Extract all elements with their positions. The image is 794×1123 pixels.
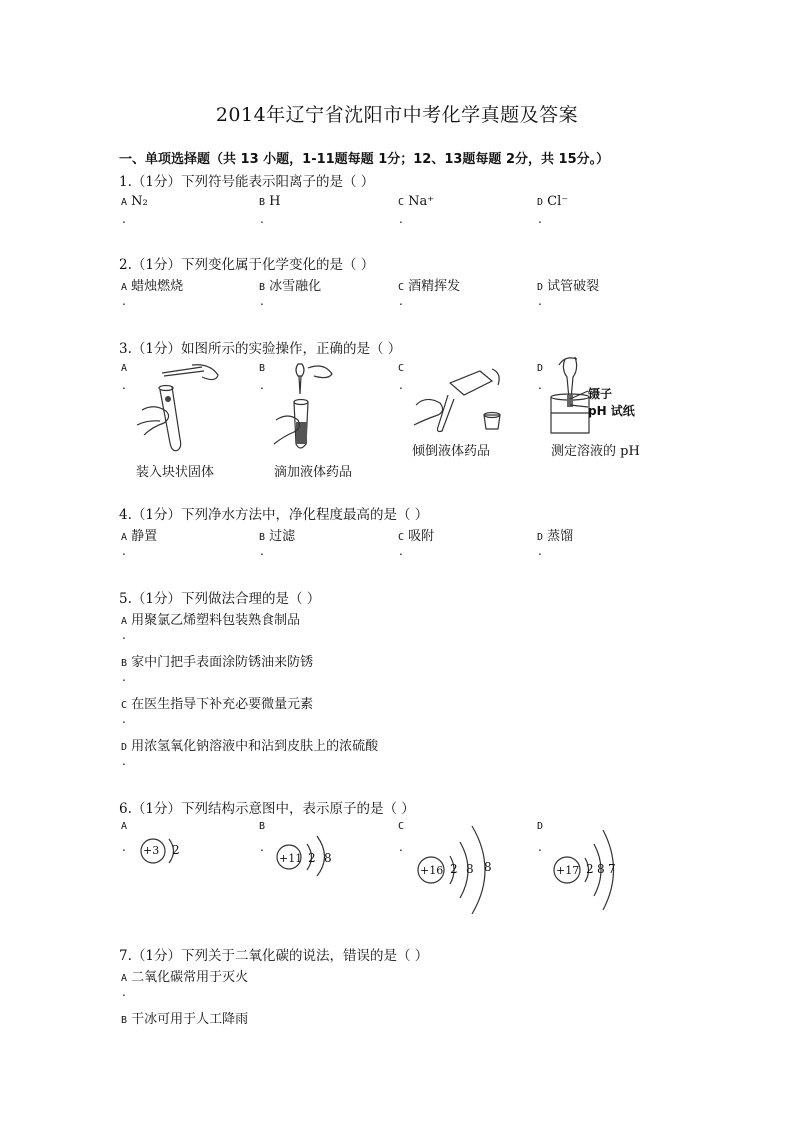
q5-option-b[interactable]: B 家中门把手表面涂防锈油来防锈 (121, 655, 314, 670)
q7-option-b[interactable]: B 干冰可用于人工降雨 (121, 1012, 249, 1027)
q6-atom-d-shell-1: 2 (586, 862, 594, 876)
q3-figure-a-illustration (132, 365, 232, 460)
q4-dot-a: . (122, 544, 126, 558)
q2-dot-b: . (260, 294, 264, 308)
q6-atom-c-nucleus: +16 (420, 864, 444, 877)
q5-option-c[interactable]: C 在医生指导下补充必要微量元素 (121, 697, 314, 712)
q5-dot-a: . (122, 628, 126, 642)
q3-letter-b[interactable]: B (259, 363, 266, 374)
q6-dot-d: . (538, 840, 542, 854)
q4-option-d[interactable]: D 蒸馏 (537, 529, 574, 544)
q4-option-c[interactable]: C 吸附 (398, 529, 435, 544)
q4-option-a[interactable]: A 静置 (121, 529, 158, 544)
q2-option-c[interactable]: C 酒精挥发 (398, 279, 461, 294)
q6-atom-c-shell-2: 8 (466, 862, 474, 876)
q1-dot-a: . (122, 212, 126, 226)
q3-letter-a[interactable]: A (121, 363, 128, 374)
q6-letter-d[interactable]: D (537, 821, 544, 832)
q3-caption-d: 测定溶液的 pH (551, 444, 640, 459)
q3-dot-a: . (122, 378, 126, 392)
q3-caption-c: 倾倒液体药品 (412, 444, 491, 459)
q3-figure-b-illustration (268, 362, 358, 457)
q6-dot-c: . (399, 840, 403, 854)
q2-dot-c: . (399, 294, 403, 308)
question-4-stem: 4.（1分）下列净水方法中，净化程度最高的是（ ） (119, 507, 429, 523)
q6-atom-c-shell-1: 2 (450, 862, 458, 876)
q1-dot-d: . (538, 212, 542, 226)
q6-dot-b: . (260, 840, 264, 854)
question-5-stem: 5.（1分）下列做法合理的是（ ） (119, 591, 321, 607)
q6-atom-d-shell-3: 7 (608, 862, 616, 876)
q3-figure-d-pointers (570, 385, 590, 415)
q3-caption-b: 滴加液体药品 (274, 465, 353, 480)
q7-option-a[interactable]: A 二氧化碳常用于灭火 (121, 970, 249, 985)
q3-letter-d[interactable]: D (537, 363, 544, 374)
q5-option-a[interactable]: A 用聚氯乙烯塑料包装熟食制品 (121, 613, 301, 628)
q6-atom-a-nucleus: +3 (143, 844, 160, 857)
q1-option-a[interactable]: A N₂ (121, 194, 148, 209)
q3-dot-b: . (260, 378, 264, 392)
q2-option-d[interactable]: D 试管破裂 (537, 279, 600, 294)
question-3-stem: 3.（1分）如图所示的实验操作，正确的是（ ） (119, 341, 402, 357)
q5-option-d[interactable]: D 用浓氢氧化钠溶液中和沾到皮肤上的浓硫酸 (121, 739, 379, 754)
q4-option-b[interactable]: B 过滤 (259, 529, 296, 544)
q3-dot-c: . (399, 378, 403, 392)
q6-atom-a-shell-1: 2 (172, 843, 180, 857)
q6-atom-d-nucleus: +17 (556, 864, 580, 877)
q6-atom-b-nucleus: +11 (279, 852, 303, 865)
q6-dot-a: . (122, 840, 126, 854)
q3-letter-c[interactable]: C (398, 363, 405, 374)
q6-atom-c-shell-3: 8 (484, 860, 492, 874)
page-title: 2014年辽宁省沈阳市中考化学真题及答案 (215, 104, 579, 126)
q6-atom-b-shell-1: 2 (308, 851, 316, 865)
q6-letter-a[interactable]: A (121, 821, 128, 832)
q5-dot-c: . (122, 712, 126, 726)
section-heading: 一、单项选择题（共 13 小题，1-11题每题 1分；12、13题每题 2分，共 15分。） (119, 152, 610, 167)
q1-option-d[interactable]: D Cl⁻ (537, 194, 569, 209)
q3-label-tweezers: 镊子 (588, 387, 613, 401)
q1-dot-c: . (399, 212, 403, 226)
q3-dot-d: . (538, 378, 542, 392)
question-7-stem: 7.（1分）下列关于二氧化碳的说法，错误的是（ ） (119, 948, 429, 964)
question-1-stem: 1.（1分）下列符号能表示阳离子的是（ ） (119, 174, 375, 190)
q6-atom-d-shell-2: 8 (597, 862, 605, 876)
q4-dot-c: . (399, 544, 403, 558)
q1-dot-b: . (260, 212, 264, 226)
q4-dot-b: . (260, 544, 264, 558)
q2-option-b[interactable]: B 冰雪融化 (259, 279, 322, 294)
q2-dot-a: . (122, 294, 126, 308)
q3-caption-a: 装入块状固体 (136, 465, 215, 480)
q1-option-c[interactable]: C Na⁺ (398, 194, 435, 209)
q6-letter-c[interactable]: C (398, 821, 405, 832)
q6-letter-b[interactable]: B (259, 821, 266, 832)
question-2-stem: 2.（1分）下列变化属于化学变化的是（ ） (119, 257, 375, 273)
q5-dot-d: . (122, 754, 126, 768)
q6-atom-b-shell-2: 8 (324, 851, 332, 865)
q3-label-ph-paper: pH 试纸 (588, 404, 635, 418)
q2-option-a[interactable]: A 蜡烛燃烧 (121, 279, 184, 294)
question-6-stem: 6.（1分）下列结构示意图中，表示原子的是（ ） (119, 801, 415, 817)
q1-option-b[interactable]: B H (259, 194, 281, 209)
q3-figure-c-illustration (410, 365, 510, 440)
q7-dot-a: . (122, 985, 126, 999)
q4-dot-d: . (538, 544, 542, 558)
q2-dot-d: . (538, 294, 542, 308)
q5-dot-b: . (122, 670, 126, 684)
